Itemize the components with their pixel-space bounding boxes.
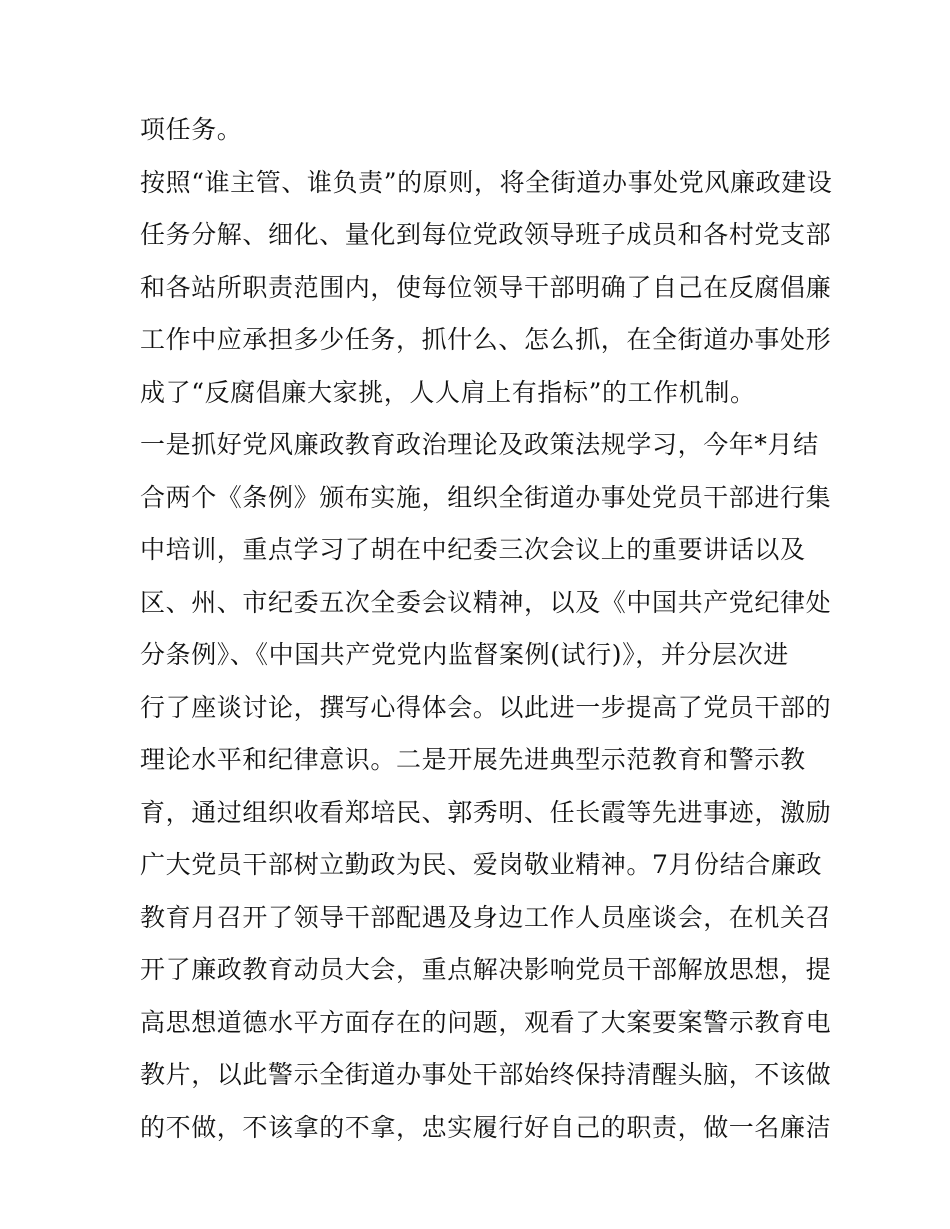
text-line: 任务分解、细化、量化到每位党政领导班子成员和各村党支部 [140, 220, 832, 249]
text-line: 中培训，重点学习了胡在中纪委三次会议上的重要讲话以及 [140, 535, 806, 564]
text-line: 和各站所职责范围内，使每位领导干部明确了自己在反腐倡廉 [140, 272, 832, 302]
text-line: 工作中应承担多少任务，抓什么、怎么抓，在全街道办事处形 [140, 325, 832, 354]
text-line: 高思想道德水平方面存在的问题，观看了大案要案警示教育电 [140, 1007, 832, 1037]
text-line: 理论水平和纪律意识。二是开展先进典型示范教育和警示教 [140, 745, 806, 774]
text-line: 成了“反腐倡廉大家挑，人人肩上有指标”的工作机制。 [140, 377, 756, 407]
body-text [140, 104, 833, 1154]
text-line: 合两个《条例》颁布实施，组织全街道办事处党员干部进行集 [140, 482, 832, 512]
text-line: 教育月召开了领导干部配遇及身边工作人员座谈会，在机关召 [140, 902, 832, 932]
text-line: 项任务。 [140, 115, 243, 144]
text-line: 按照“谁主管、谁负责”的原则，将全街道办事处党风廉政建设 [140, 167, 833, 197]
text-line: 的不做，不该拿的不拿，忠实履行好自己的职责，做一名廉洁 [140, 1112, 832, 1142]
text-line: 一是抓好党风廉政教育政治理论及政策法规学习，今年*月结 [140, 430, 819, 459]
text-line: 育，通过组织收看郑培民、郭秀明、任长霞等先进事迹，激励 [140, 797, 832, 827]
text-line: 开了廉政教育动员大会，重点解决影响党员干部解放思想，提 [140, 955, 832, 984]
text-line: 教片，以此警示全街道办事处干部始终保持清醒头脑，不该做 [140, 1060, 832, 1089]
text-line: 分条例》、《中国共产党党内监督案例(试行)》，并分层次进 [140, 640, 789, 669]
text-line: 行了座谈讨论，撰写心得体会。以此进一步提高了党员干部的 [140, 692, 832, 722]
text-line: 区、州、市纪委五次全委会议精神，以及《中国共产党纪律处 [140, 587, 832, 617]
text-line: 广大党员干部树立勤政为民、爱岗敬业精神。7月份结合廉政 [140, 850, 823, 879]
